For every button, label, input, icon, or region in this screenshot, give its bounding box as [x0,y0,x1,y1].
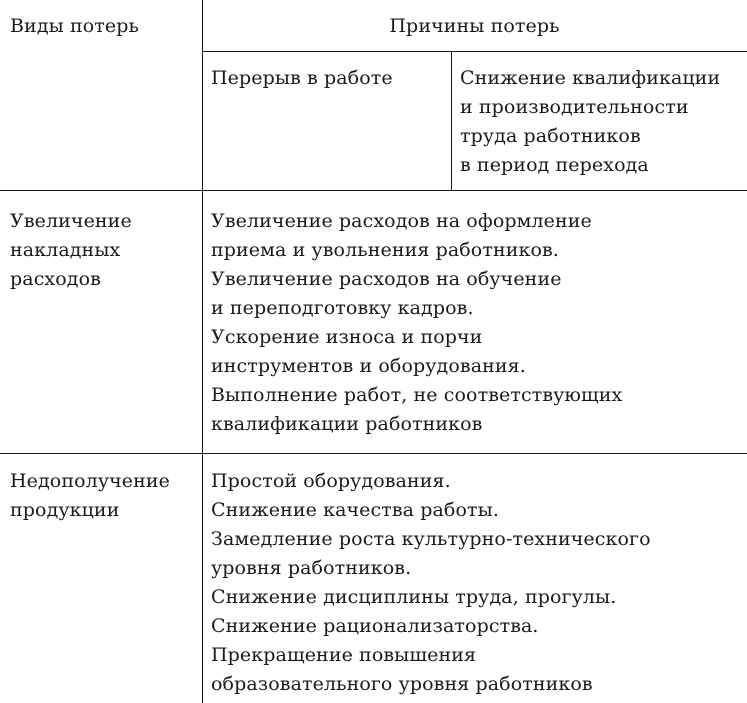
row-2-causes [211,467,651,699]
row-2-loss-type [10,467,170,525]
row-1-loss-type [10,207,132,294]
row-2-cause-line: Простой оборудования. [211,470,451,492]
row-1-cause-line: Увеличение расходов на обучение [211,268,562,290]
header-loss-types [10,12,139,41]
row-divider-1 [0,453,747,454]
column-divider-sub [451,51,452,191]
row-1-cause-line: Ускорение износа и порчи [211,326,483,348]
row-1-loss-type-line: Увеличение [10,210,132,232]
header-group-divider [202,51,747,52]
row-2-cause-line: уровня работников. [211,557,412,579]
row-2-cause-line: Замедление роста культурно-технического [211,528,651,550]
header-loss-causes [202,12,747,41]
column-divider-main [202,0,203,703]
header-qualification-line: труда работников [460,125,641,147]
header-qualification-line: и производительности [460,96,689,118]
header-work-interruption [211,64,393,93]
header-qualification-line: Снижение квалификации [460,67,721,89]
header-loss-types-text: Виды потерь [10,15,139,37]
row-1-cause-line: квалификации работников [211,413,483,435]
row-2-loss-type-line: продукции [10,499,120,521]
header-qualification-line: в период перехода [460,154,649,176]
row-1-cause-line: Увеличение расходов на оформление [211,210,592,232]
row-2-cause-line: Снижение дисциплины труда, прогулы. [211,586,617,608]
row-1-loss-type-line: расходов [10,268,101,290]
row-1-cause-line: и переподготовку кадров. [211,297,474,319]
row-1-loss-type-line: накладных [10,239,121,261]
row-1-cause-line: Выполнение работ, не соответствующих [211,384,623,406]
row-1-cause-line: приема и увольнения работников. [211,239,559,261]
row-2-loss-type-line: Недополучение [10,470,170,492]
row-2-cause-line: Снижение качества работы. [211,499,499,521]
row-2-cause-line: Прекращение повышения [211,644,477,666]
header-loss-causes-text: Причины потерь [389,15,560,37]
row-2-cause-line: Снижение рационализаторства. [211,615,539,637]
row-1-cause-line: инструментов и оборудования. [211,355,526,377]
row-1-causes [211,207,622,439]
header-work-interruption-text: Перерыв в работе [211,67,393,89]
header-qualification-decline [460,64,720,180]
row-2-cause-line: образовательного уровня работников [211,673,593,695]
row-divider-header [0,190,747,191]
